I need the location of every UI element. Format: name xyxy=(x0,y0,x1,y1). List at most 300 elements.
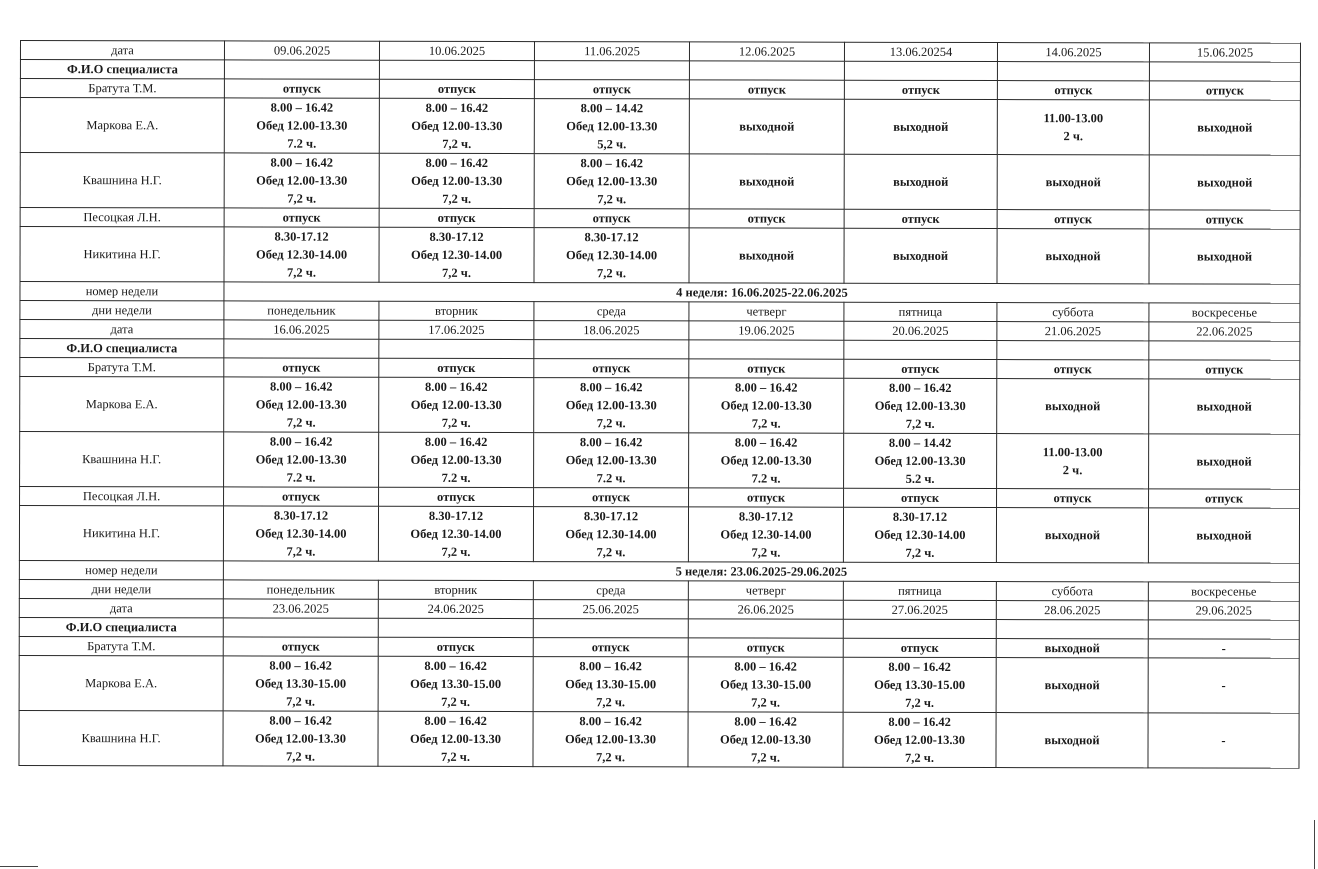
shift-cell xyxy=(378,656,533,711)
shift-line: выходной xyxy=(1044,528,1101,543)
shift-cell xyxy=(689,228,844,283)
shift-cell xyxy=(534,488,689,507)
shift-line: отпуск xyxy=(436,489,476,504)
shift-cell xyxy=(689,99,844,154)
shift-line: Обед 12.00-13.30 xyxy=(874,398,966,413)
date-cell: 24.06.2025 xyxy=(378,599,533,618)
shift-line: выходной xyxy=(1197,175,1253,190)
weekday-name: вторник xyxy=(378,580,533,599)
shift-line: выходной xyxy=(1044,733,1100,748)
shift-cell xyxy=(997,210,1149,229)
shift-line: Обед 12.00-13.30 xyxy=(255,397,347,412)
date-cell: 28.06.2025 xyxy=(996,601,1148,620)
weekday-name: среда xyxy=(534,302,689,321)
shift-line: выходной xyxy=(1196,454,1252,469)
weekday-name: понедельник xyxy=(223,580,378,599)
shift-line: отпуск xyxy=(282,360,321,375)
shift-cell xyxy=(1149,155,1300,210)
shift-cell xyxy=(1149,489,1300,508)
shift-line: отпуск xyxy=(747,361,786,376)
empty-cell xyxy=(533,619,688,638)
empty-cell xyxy=(534,61,689,80)
shift-cell xyxy=(223,506,378,561)
date-label: дата xyxy=(20,41,224,60)
scan-edge-mark xyxy=(1314,820,1315,869)
staff-name: Квашнина Н.Г. xyxy=(20,432,224,487)
shift-cell xyxy=(379,227,534,282)
shift-line: 7,2 ч. xyxy=(441,694,471,709)
weekday-name: воскресенье xyxy=(1149,303,1300,322)
empty-cell xyxy=(1149,341,1300,360)
staff-name: Квашнина Н.Г. xyxy=(19,710,223,765)
shift-line: 7,2 ч. xyxy=(751,695,781,710)
shift-cell xyxy=(688,507,843,562)
shift-line: отпуск xyxy=(282,210,321,225)
shift-cell xyxy=(996,508,1148,563)
shift-cell xyxy=(379,432,534,487)
shift-line: 8.00 – 16.42 xyxy=(734,714,797,729)
shift-line: 8.00 – 16.42 xyxy=(579,435,643,450)
shift-line: 7,2 ч. xyxy=(596,750,625,765)
shift-cell xyxy=(223,637,378,656)
shift-line: Обед 12.30-14.00 xyxy=(410,526,502,542)
shift-line: 8.00 – 16.42 xyxy=(580,156,644,171)
shift-line: 7,2 ч. xyxy=(905,545,935,560)
shift-line: 8.00 – 16.42 xyxy=(424,713,487,728)
shift-line: отпуск xyxy=(900,490,940,505)
shift-cell xyxy=(534,209,689,228)
shift-line: отпуск xyxy=(437,210,476,225)
shift-line: отпуск xyxy=(747,211,786,226)
shift-line: 8.30-17.12 xyxy=(584,230,639,245)
shift-line: Обед 12.00-13.30 xyxy=(254,731,347,746)
shift-cell xyxy=(534,433,689,488)
staff-row xyxy=(20,227,1300,285)
shift-cell xyxy=(688,657,843,712)
shift-line: отпуск xyxy=(592,211,631,226)
shift-line: Обед 12.00-13.30 xyxy=(256,173,348,188)
weekday-name: воскресенье xyxy=(1148,582,1299,601)
date-label: дата xyxy=(20,320,224,339)
shift-line: 8.30-17.12 xyxy=(273,508,329,523)
week-title: 5 неделя: 23.06.2025-29.06.2025 xyxy=(223,561,1299,582)
shift-line: 7,2 ч. xyxy=(286,749,315,764)
staff-row xyxy=(20,153,1300,211)
specialist-header: Ф.И.О специалиста xyxy=(20,339,224,358)
shift-line: Обед 12.00-13.30 xyxy=(256,118,348,133)
shift-cell xyxy=(997,379,1149,434)
shift-line: Обед 12.00-13.30 xyxy=(411,173,503,189)
date-cell: 09.06.2025 xyxy=(224,41,379,60)
shift-line: 2 ч. xyxy=(1063,129,1084,144)
shift-cell xyxy=(689,488,844,507)
shift-line: выходной xyxy=(1044,641,1100,656)
shift-line: отпуск xyxy=(591,640,630,655)
shift-line: Обед 12.00-13.30 xyxy=(566,119,658,134)
shift-cell xyxy=(688,712,843,767)
staff-name: Квашнина Н.Г. xyxy=(20,153,224,208)
shift-line: Обед 12.00-13.30 xyxy=(410,452,502,468)
shift-cell xyxy=(379,208,534,227)
empty-cell xyxy=(534,340,689,359)
date-cell: 26.06.2025 xyxy=(688,600,843,619)
shift-line: 8.00 – 16.42 xyxy=(888,714,951,729)
shift-cell xyxy=(844,228,997,283)
empty-cell xyxy=(844,61,997,80)
empty-cell xyxy=(688,619,843,638)
date-cell: 15.06.2025 xyxy=(1149,43,1300,62)
date-cell: 25.06.2025 xyxy=(533,600,688,619)
staff-row xyxy=(19,710,1299,768)
shift-cell xyxy=(378,506,533,561)
shift-line: 8.30-17.12 xyxy=(274,229,329,244)
shift-line: отпуск xyxy=(592,82,631,97)
shift-line: выходной xyxy=(1196,399,1252,414)
shift-cell xyxy=(689,359,844,378)
shift-line: 8.30-17.12 xyxy=(892,509,948,524)
weekday-name: пятница xyxy=(844,302,997,321)
weekday-name: суббота xyxy=(996,582,1148,601)
week-number-label: номер недели xyxy=(20,282,224,301)
shift-line: выходной xyxy=(892,248,949,263)
shift-cell xyxy=(1148,508,1299,563)
shift-line: 8.30-17.12 xyxy=(428,508,484,523)
empty-cell xyxy=(996,620,1148,639)
date-cell: 27.06.2025 xyxy=(843,600,996,619)
shift-line: 7.2 ч. xyxy=(287,136,317,151)
date-cell: 18.06.2025 xyxy=(534,321,689,340)
shift-line: отпуск xyxy=(1205,362,1244,377)
staff-name: Братута Т.М. xyxy=(20,358,224,377)
shift-line: 7,2 ч. xyxy=(441,749,470,764)
empty-cell xyxy=(379,60,534,79)
shift-line: Обед 12.00-13.30 xyxy=(565,453,657,468)
shift-cell xyxy=(843,657,996,712)
shift-line: Обед 12.00-13.30 xyxy=(410,397,502,413)
shift-line: Обед 12.30-14.00 xyxy=(565,527,657,542)
shift-line: - xyxy=(1221,733,1226,748)
shift-line: выходной xyxy=(1196,528,1252,543)
shift-cell xyxy=(1149,81,1300,100)
shift-cell xyxy=(224,79,379,98)
shift-line: отпуск xyxy=(901,211,940,226)
shift-cell xyxy=(534,99,689,154)
shift-line: 7,2 ч. xyxy=(442,136,472,151)
shift-line: отпуск xyxy=(1053,362,1092,377)
staff-name: Маркова Е.А. xyxy=(19,655,223,710)
empty-cell xyxy=(223,618,378,637)
shift-cell xyxy=(689,433,844,488)
shift-cell xyxy=(1149,100,1300,155)
shift-line: 8.00 – 16.42 xyxy=(270,100,334,115)
empty-cell xyxy=(224,339,379,358)
shift-line: Обед 12.00-13.30 xyxy=(255,452,347,467)
shift-cell xyxy=(379,153,534,208)
shift-cell xyxy=(224,153,379,208)
shift-line: отпуск xyxy=(1054,83,1093,98)
shift-line: 7.2 ч. xyxy=(286,470,316,485)
shift-cell xyxy=(844,488,997,507)
shift-cell xyxy=(533,657,688,712)
shift-line: 7,2 ч. xyxy=(441,415,471,430)
shift-line: 7.2 ч. xyxy=(441,470,471,485)
shift-cell xyxy=(533,507,688,562)
shift-line: 8.00 – 16.42 xyxy=(424,658,487,673)
empty-cell xyxy=(997,62,1149,81)
empty-cell xyxy=(689,340,844,359)
shift-line: 5.2 ч. xyxy=(905,471,935,486)
shift-line: отпуск xyxy=(1205,212,1244,227)
shift-line: 7,2 ч. xyxy=(286,415,316,430)
shift-line: выходной xyxy=(739,174,795,189)
shift-cell xyxy=(379,98,534,153)
shift-line: 7,2 ч. xyxy=(751,416,781,431)
date-cell: 16.06.2025 xyxy=(224,320,379,339)
shift-cell xyxy=(534,80,689,99)
shift-line: выходной xyxy=(1197,120,1253,135)
shift-line: выходной xyxy=(893,119,949,134)
shift-line: 8.00 – 14.42 xyxy=(580,101,644,116)
shift-cell xyxy=(534,228,689,283)
staff-name: Никитина Н.Г. xyxy=(19,506,223,561)
shift-line: 7,2 ч. xyxy=(905,695,935,710)
shift-line: 8.00 – 16.42 xyxy=(734,435,798,450)
empty-cell xyxy=(379,339,534,358)
shift-line: Обед 12.00-13.30 xyxy=(411,118,503,134)
shift-line: Обед 13.30-15.00 xyxy=(720,677,812,692)
shift-line: 8.00 – 16.42 xyxy=(889,380,952,395)
shift-line: выходной xyxy=(739,119,795,134)
shift-cell xyxy=(1149,360,1300,379)
shift-line: 7,2 ч. xyxy=(442,265,471,280)
shift-line: Обед 12.00-13.30 xyxy=(874,453,966,468)
shift-line: отпуск xyxy=(901,82,940,97)
shift-line: 7,2 ч. xyxy=(597,266,626,281)
shift-cell xyxy=(224,377,379,432)
staff-row xyxy=(20,98,1300,156)
shift-line: выходной xyxy=(1045,399,1101,414)
shift-line: 8.00 – 16.42 xyxy=(734,659,797,674)
shift-line: выходной xyxy=(1045,249,1101,264)
shift-line: 7,2 ч. xyxy=(286,694,316,709)
shift-line: 7.2 ч. xyxy=(596,471,626,486)
empty-cell xyxy=(843,619,996,638)
shift-line: отпуск xyxy=(901,361,940,376)
shift-line: 8.30-17.12 xyxy=(429,229,484,244)
date-cell: 19.06.2025 xyxy=(689,321,844,340)
staff-name: Братута Т.М. xyxy=(20,79,224,98)
shift-line: - xyxy=(1221,641,1226,656)
shift-line: Обед 12.30-14.00 xyxy=(411,247,503,263)
staff-row xyxy=(19,655,1299,713)
shift-line: Обед 12.00-13.30 xyxy=(720,398,812,413)
shift-line: Обед 12.00-13.30 xyxy=(719,732,812,747)
shift-cell xyxy=(844,433,997,488)
shift-line: 7,2 ч. xyxy=(597,192,627,207)
shift-cell xyxy=(997,360,1149,379)
specialist-header: Ф.И.О специалиста xyxy=(20,60,224,79)
staff-row xyxy=(20,377,1300,435)
shift-line: 7,2 ч. xyxy=(751,545,781,560)
shift-cell xyxy=(844,154,997,209)
shift-cell xyxy=(996,713,1148,768)
shift-cell xyxy=(844,359,997,378)
shift-cell xyxy=(689,80,844,99)
shift-line: отпуск xyxy=(1205,83,1244,98)
shift-line: 7,2 ч. xyxy=(287,265,316,280)
shift-cell xyxy=(224,98,379,153)
shift-cell xyxy=(844,209,997,228)
shift-line: 8.00 – 16.42 xyxy=(270,379,333,394)
shift-cell xyxy=(534,359,689,378)
shift-line: отпуск xyxy=(436,639,475,654)
weekday-name: понедельник xyxy=(224,301,379,320)
shift-cell xyxy=(1148,658,1299,713)
empty-cell xyxy=(1149,62,1300,81)
shift-line: выходной xyxy=(1196,249,1253,264)
shift-line: выходной xyxy=(738,248,795,263)
shift-line: 8.00 – 16.42 xyxy=(579,659,642,674)
shift-cell xyxy=(534,154,689,209)
shift-line: отпуск xyxy=(1204,491,1244,506)
shift-line: выходной xyxy=(1044,678,1100,693)
shift-cell xyxy=(689,209,844,228)
shift-line: Обед 12.00-13.30 xyxy=(565,398,657,413)
weekday-name: пятница xyxy=(843,581,996,600)
shift-line: 8.00 – 16.42 xyxy=(269,658,332,673)
shift-line: Обед 12.00-13.30 xyxy=(566,174,658,189)
weekday-name: среда xyxy=(533,581,688,600)
shift-cell xyxy=(844,378,997,433)
shift-cell xyxy=(1149,434,1300,489)
shift-cell xyxy=(1148,639,1299,658)
date-cell: 10.06.2025 xyxy=(379,41,534,60)
shift-line: Обед 12.30-14.00 xyxy=(256,247,348,262)
staff-name: Маркова Е.А. xyxy=(20,377,224,432)
weekdays-label: дни недели xyxy=(20,301,224,320)
shift-line: отпуск xyxy=(281,639,320,654)
shift-cell xyxy=(843,712,996,767)
shift-cell xyxy=(997,81,1149,100)
shift-cell xyxy=(997,100,1149,155)
date-cell: 23.06.2025 xyxy=(223,599,378,618)
week-number-label: номер недели xyxy=(19,560,223,579)
shift-line: 7,2 ч. xyxy=(441,544,471,559)
shift-line: отпуск xyxy=(437,81,476,96)
date-cell: 21.06.2025 xyxy=(997,322,1149,341)
shift-line: Обед 12.30-14.00 xyxy=(255,526,347,541)
shift-line: 8.00 – 16.42 xyxy=(269,713,332,728)
shift-cell xyxy=(224,487,379,506)
date-label: дата xyxy=(19,598,223,617)
shift-line: отпуск xyxy=(437,360,476,375)
shift-line: Обед 13.30-15.00 xyxy=(410,676,502,692)
schedule-table xyxy=(18,40,1301,769)
shift-line: 7,2 ч. xyxy=(442,191,472,206)
shift-line: выходной xyxy=(893,174,949,189)
shift-line: 8.00 – 16.42 xyxy=(425,379,488,394)
shift-cell xyxy=(224,208,379,227)
shift-cell xyxy=(997,229,1149,284)
shift-cell xyxy=(997,434,1149,489)
shift-cell xyxy=(533,638,688,657)
shift-line: Обед 12.30-14.00 xyxy=(720,527,812,542)
shift-line: отпуск xyxy=(746,490,786,505)
shift-cell xyxy=(533,712,688,767)
shift-cell xyxy=(844,99,997,154)
shift-line: Обед 12.30-14.00 xyxy=(874,527,966,542)
shift-line: - xyxy=(1221,678,1226,693)
staff-name: Песоцкая Л.Н. xyxy=(20,208,224,227)
shift-line: 8.00 – 16.42 xyxy=(270,155,334,170)
shift-line: отпуск xyxy=(592,361,631,376)
shift-line: Обед 12.00-13.30 xyxy=(564,732,657,747)
date-cell: 20.06.2025 xyxy=(844,321,997,340)
shift-line: 7,2 ч. xyxy=(287,191,317,206)
shift-cell xyxy=(843,638,996,657)
date-cell: 22.06.2025 xyxy=(1149,322,1300,341)
shift-line: Обед 12.00-13.30 xyxy=(873,732,966,747)
shift-line: отпуск xyxy=(1053,491,1092,506)
shift-cell xyxy=(224,227,379,282)
shift-line: 8.00 – 16.42 xyxy=(425,155,489,170)
shift-cell xyxy=(1149,210,1300,229)
shift-line: 7,2 ч. xyxy=(596,416,626,431)
shift-line: 7,2 ч. xyxy=(905,750,934,765)
staff-name: Песоцкая Л.Н. xyxy=(20,487,224,506)
shift-line: Обед 13.30-15.00 xyxy=(874,677,966,692)
shift-line: Обед 12.00-13.30 xyxy=(409,731,502,747)
shift-cell xyxy=(1149,379,1300,434)
shift-line: отпуск xyxy=(900,640,939,655)
shift-line: 8.00 – 16.42 xyxy=(579,714,642,729)
shift-line: Обед 13.30-15.00 xyxy=(255,676,347,691)
staff-name: Братута Т.М. xyxy=(19,636,223,655)
shift-line: 8.00 – 16.42 xyxy=(580,380,643,395)
date-cell: 12.06.2025 xyxy=(689,42,844,61)
weekday-name: суббота xyxy=(997,303,1149,322)
shift-line: 7.2 ч. xyxy=(751,471,781,486)
weekday-name: вторник xyxy=(379,301,534,320)
empty-cell xyxy=(689,61,844,80)
shift-line: отпуск xyxy=(591,490,631,505)
empty-cell xyxy=(997,341,1149,360)
scan-edge-mark xyxy=(0,866,38,867)
shift-line: 8.30-17.12 xyxy=(583,509,639,524)
weekdays-label: дни недели xyxy=(19,579,223,598)
shift-cell xyxy=(843,507,996,562)
date-cell: 17.06.2025 xyxy=(379,320,534,339)
shift-cell xyxy=(534,378,689,433)
shift-line: 7,2 ч. xyxy=(596,695,626,710)
shift-cell xyxy=(1148,713,1299,768)
weekday-name: четверг xyxy=(688,581,843,600)
specialist-header: Ф.И.О специалиста xyxy=(19,617,223,636)
shift-line: 8.00 – 16.42 xyxy=(269,434,333,449)
shift-line: отпуск xyxy=(1054,212,1093,227)
shift-line: 7,2 ч. xyxy=(905,416,935,431)
weekday-name: четверг xyxy=(689,302,844,321)
shift-cell xyxy=(378,711,533,766)
shift-cell xyxy=(379,377,534,432)
shift-cell xyxy=(379,358,534,377)
shift-line: 11.00-13.00 xyxy=(1043,111,1104,126)
shift-line: отпуск xyxy=(282,81,321,96)
shift-cell xyxy=(223,656,378,711)
empty-cell xyxy=(1148,620,1299,639)
schedule-sheet xyxy=(18,40,1300,769)
shift-line: 8.00 – 14.42 xyxy=(888,435,952,450)
